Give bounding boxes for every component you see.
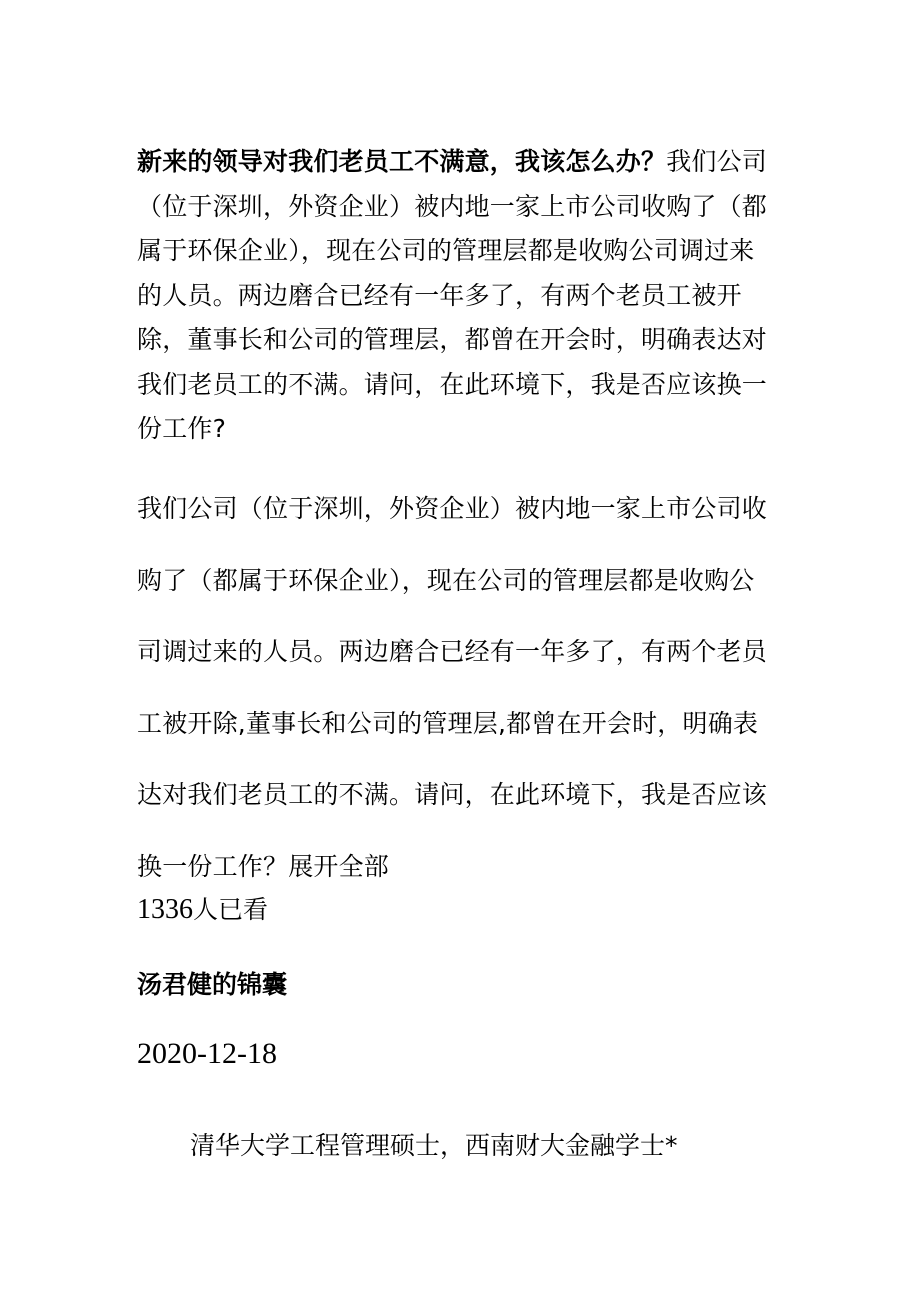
view-count bbox=[137, 890, 268, 930]
expand-all-link[interactable]: 展开全部 bbox=[288, 851, 390, 881]
view-count-suffix: 人已看 bbox=[193, 895, 269, 924]
question-text: 我们公司（位于深圳，外资企业）被内地一家上市公司收购了（都属于环保企业），现在公司的管理层都是收购公司调过来的人员。两边磨合已经有一年多了，有两个老员工被开除，董事长和公司的管理层，都曾在开会时，明确表达对我们老员工的不满。请问，在此环境下，我是否应该换一份工作? bbox=[137, 147, 768, 443]
answer-text: 我们公司（位于深圳，外资企业）被内地一家上市公司收购了（都属于环保企业），现在公司的管理层都是收购公司调过来的人员。两边磨合已经有一年多了，有两个老员工被开除,董事长和公司的管理层,都曾在开会时，明确表达对我们老员工的不满。请问，在此环境下，我是否应该换一份工作？ bbox=[137, 494, 768, 881]
view-count-number: 1336 bbox=[137, 894, 193, 925]
publish-date: 2020-12-18 bbox=[137, 1037, 277, 1070]
author-bio: 清华大学工程管理硕士，西南财大金融学士* bbox=[190, 1131, 678, 1160]
answer-body bbox=[137, 473, 777, 902]
question-title: 新来的领导对我们老员工不满意，我该怎么办？ bbox=[137, 147, 667, 176]
question-paragraph bbox=[137, 140, 777, 452]
author-name[interactable]: 汤君健的锦囊 bbox=[137, 970, 288, 999]
